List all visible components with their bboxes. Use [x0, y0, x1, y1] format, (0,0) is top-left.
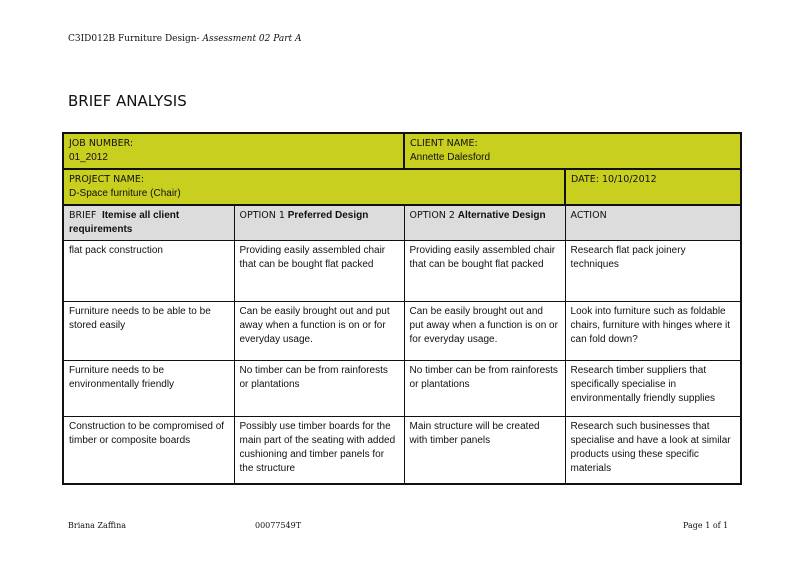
column-header-action — [565, 205, 741, 241]
col-prefix: OPTION 2 — [409, 210, 455, 221]
job-number-label: JOB NUMBER: — [69, 138, 134, 149]
action-cell: Look into furniture such as foldable chairs, furniture with hinges where it can fold down? — [565, 302, 741, 361]
job-number-cell — [63, 133, 404, 169]
footer-page-number: Page 1 of 1 — [683, 521, 729, 530]
page-title: BRIEF ANALYSIS — [68, 92, 187, 110]
col-prefix: OPTION 1 — [239, 210, 285, 221]
action-cell: Research such businesses that specialise and have a look at similar products using these specific materials — [565, 417, 741, 484]
col-prefix: ACTION — [570, 210, 607, 221]
table-row — [63, 302, 741, 361]
option2-cell: No timber can be from rainforests or plantations — [404, 361, 565, 417]
running-header — [68, 34, 302, 44]
project-name-value: D-Space furniture (Chair) — [69, 188, 181, 199]
course-code: C3ID012B Furniture Design- — [68, 34, 200, 44]
col-bold: Preferred Design — [287, 210, 369, 221]
brief-cell: flat pack construction — [63, 241, 234, 302]
footer-student-id: 00077549T — [255, 521, 302, 530]
option1-cell: Possibly use timber boards for the main part of the seating with added cushioning and timber panels for the structure — [234, 417, 404, 484]
client-name-cell — [404, 133, 741, 169]
table-row — [63, 417, 741, 484]
job-number-value: 01_2012 — [69, 152, 108, 163]
option2-cell: Providing easily assembled chair that can be bought flat packed — [404, 241, 565, 302]
assessment-name: Assessment 02 Part A — [202, 34, 302, 44]
column-header-option1 — [234, 205, 404, 241]
brief-cell: Furniture needs to be environmentally friendly — [63, 361, 234, 417]
table-row — [63, 241, 741, 302]
option1-cell: Can be easily brought out and put away when a function is on or for everyday usage. — [234, 302, 404, 361]
table-row — [63, 361, 741, 417]
column-header-option2 — [404, 205, 565, 241]
option2-cell: Can be easily brought out and put away when a function is on or for everyday usage. — [404, 302, 565, 361]
footer-author: Briana Zaffina — [68, 521, 126, 530]
column-header-brief — [63, 205, 234, 241]
project-name-cell — [63, 169, 565, 205]
option1-cell: No timber can be from rainforests or plantations — [234, 361, 404, 417]
col-prefix: BRIEF — [69, 210, 97, 221]
option2-cell: Main structure will be created with timber panels — [404, 417, 565, 484]
date-label: DATE: 10/10/2012 — [571, 174, 657, 185]
brief-cell: Construction to be compromised of timber or composite boards — [63, 417, 234, 484]
col-bold: Itemise all client requirements — [69, 210, 180, 235]
col-bold: Alternative Design — [457, 210, 546, 221]
action-cell: Research timber suppliers that specifically specialise in environmentally friendly supplies — [565, 361, 741, 417]
brief-analysis-table — [62, 132, 742, 485]
client-name-value: Annette Dalesford — [410, 152, 491, 163]
project-name-label: PROJECT NAME: — [69, 174, 145, 185]
client-name-label: CLIENT NAME: — [410, 138, 478, 149]
option1-cell: Providing easily assembled chair that can be bought flat packed — [234, 241, 404, 302]
date-cell — [565, 169, 741, 205]
action-cell: Research flat pack joinery techniques — [565, 241, 741, 302]
brief-cell: Furniture needs to be able to be stored easily — [63, 302, 234, 361]
